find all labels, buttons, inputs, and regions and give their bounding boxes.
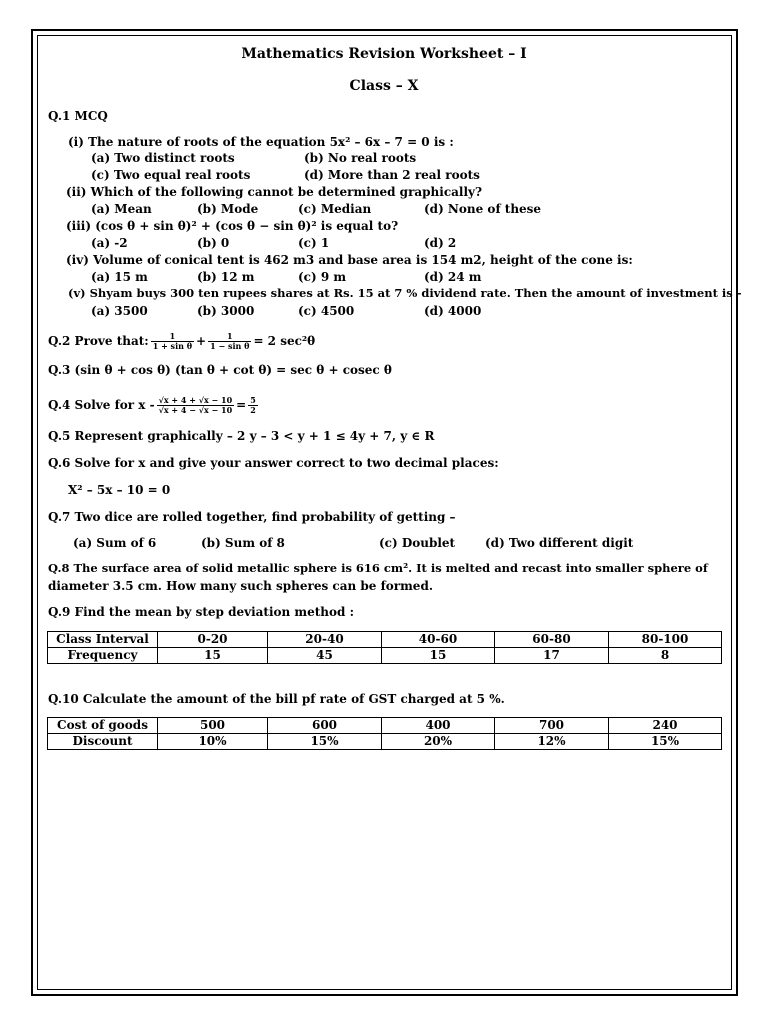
- q1-ii-option-a: (a) Mean: [91, 202, 152, 216]
- q1-iv-option-b: (b) 12 m: [197, 270, 255, 284]
- q6: Q.6 Solve for x and give your answer correct to two decimal places:: [48, 456, 499, 470]
- class-label: Class – X: [349, 78, 419, 94]
- table-cell: 0-20: [158, 632, 268, 648]
- table-cell: 10%: [158, 734, 268, 750]
- q6-equation: X² – 5x – 10 = 0: [68, 483, 171, 497]
- q2-fraction-2-denominator: 1 − sin θ: [210, 341, 250, 351]
- table-cell: 240: [609, 718, 722, 734]
- q9-table: [47, 631, 722, 664]
- table-cell: Frequency: [48, 648, 158, 664]
- q1-heading: Q.1 MCQ: [48, 109, 108, 123]
- q10-table: [47, 717, 722, 750]
- q4-prefix: Q.4 Solve for x -: [48, 398, 155, 412]
- table-row: [48, 632, 722, 648]
- q4-result-numerator: 5: [250, 394, 256, 405]
- table-cell: 80-100: [609, 632, 722, 648]
- q1-v-option-d: (d) 4000: [424, 304, 482, 318]
- q2-fraction-2-numerator: 1: [208, 332, 251, 342]
- q2-fraction-1: [151, 332, 194, 351]
- q3: Q.3 (sin θ + cos θ) (tan θ + cot θ) = sec θ + cosec θ: [48, 363, 392, 377]
- table-cell: 500: [158, 718, 268, 734]
- q1-i-option-d: (d) More than 2 real roots: [304, 168, 480, 182]
- q2-plus: +: [196, 334, 207, 348]
- table-cell: 400: [382, 718, 495, 734]
- table-cell: 15: [158, 648, 268, 664]
- q5: Q.5 Represent graphically – 2 y – 3 < y + 1 ≤ 4y + 7, y ∈ R: [48, 429, 435, 443]
- q2: [48, 328, 315, 354]
- worksheet-title: Mathematics Revision Worksheet – I: [241, 46, 527, 62]
- table-cell: 17: [495, 648, 609, 664]
- q7-option-b: (b) Sum of 8: [201, 536, 285, 550]
- q8-line-2: diameter 3.5 cm. How many such spheres can be formed.: [48, 579, 434, 593]
- q4-result-fraction: [248, 396, 258, 415]
- q7-option-d: (d) Two different digit: [485, 536, 634, 550]
- q1-i-question: (i) The nature of roots of the equation 5x² – 6x – 7 = 0 is :: [68, 135, 454, 149]
- table-row: [48, 718, 722, 734]
- q1-iii-option-a: (a) -2: [91, 236, 128, 250]
- q9: Q.9 Find the mean by step deviation method :: [48, 605, 355, 619]
- q4-result-denominator: 2: [250, 405, 256, 415]
- q4-fraction: [157, 396, 235, 415]
- table-cell: 8: [609, 648, 722, 664]
- q1-i-option-a: (a) Two distinct roots: [91, 151, 235, 165]
- q1-iii-option-b: (b) 0: [197, 236, 230, 250]
- table-cell: 15%: [268, 734, 382, 750]
- table-cell: 15%: [609, 734, 722, 750]
- q2-prefix: Q.2 Prove that:: [48, 334, 149, 348]
- table-cell: 700: [495, 718, 609, 734]
- q1-iii-option-d: (d) 2: [424, 236, 457, 250]
- q4: [48, 391, 260, 419]
- q1-v-option-c: (c) 4500: [298, 304, 355, 318]
- q1-i-option-b: (b) No real roots: [304, 151, 417, 165]
- q1-iii-question: (iii) (cos θ + sin θ)² + (cos θ − sin θ)² is equal to?: [66, 219, 399, 233]
- table-cell: 20%: [382, 734, 495, 750]
- q7: Q.7 Two dice are rolled together, find probability of getting –: [48, 510, 456, 524]
- q1-ii-option-d: (d) None of these: [424, 202, 542, 216]
- q1-iii-option-c: (c) 1: [298, 236, 330, 250]
- table-cell: 45: [268, 648, 382, 664]
- table-cell: 20-40: [268, 632, 382, 648]
- table-cell: Cost of goods: [48, 718, 158, 734]
- q1-ii-option-b: (b) Mode: [197, 202, 259, 216]
- q10: Q.10 Calculate the amount of the bill pf rate of GST charged at 5 %.: [48, 692, 505, 706]
- table-cell: Class Interval: [48, 632, 158, 648]
- table-cell: 40-60: [382, 632, 495, 648]
- q1-iv-question: (iv) Volume of conical tent is 462 m3 and base area is 154 m2, height of the cone is:: [66, 253, 633, 267]
- table-cell: 60-80: [495, 632, 609, 648]
- q1-v-question: (v) Shyam buys 300 ten rupees shares at Rs. 15 at 7 % dividend rate. Then the amount of investment is -: [68, 286, 742, 300]
- q7-option-a: (a) Sum of 6: [73, 536, 157, 550]
- q1-iv-option-a: (a) 15 m: [91, 270, 148, 284]
- q7-option-c: (c) Doublet: [379, 536, 456, 550]
- table-cell: 600: [268, 718, 382, 734]
- table-row: [48, 648, 722, 664]
- q1-iv-option-c: (c) 9 m: [298, 270, 347, 284]
- table-cell: 15: [382, 648, 495, 664]
- q1-ii-option-c: (c) Median: [298, 202, 372, 216]
- q2-fraction-1-denominator: 1 + sin θ: [152, 341, 193, 351]
- q1-v-option-b: (b) 3000: [197, 304, 255, 318]
- q1-ii-question: (ii) Which of the following cannot be determined graphically?: [66, 185, 483, 199]
- table-row: [48, 734, 722, 750]
- q8-line-1: Q.8 The surface area of solid metallic sphere is 616 cm². It is melted and recast into smaller sphere of: [48, 561, 708, 575]
- q1-iv-option-d: (d) 24 m: [424, 270, 482, 284]
- q1-v-option-a: (a) 3500: [91, 304, 148, 318]
- q2-suffix: = 2 sec²θ: [253, 334, 316, 348]
- q4-numerator: √x + 4 + √x − 10: [158, 394, 233, 405]
- table-cell: 12%: [495, 734, 609, 750]
- q4-equals: =: [236, 398, 247, 412]
- q4-denominator: √x + 4 − √x − 10: [158, 405, 233, 415]
- table-cell: Discount: [48, 734, 158, 750]
- q1-i-option-c: (c) Two equal real roots: [91, 168, 251, 182]
- q2-fraction-2: [208, 332, 251, 351]
- q2-fraction-1-numerator: 1: [151, 332, 194, 342]
